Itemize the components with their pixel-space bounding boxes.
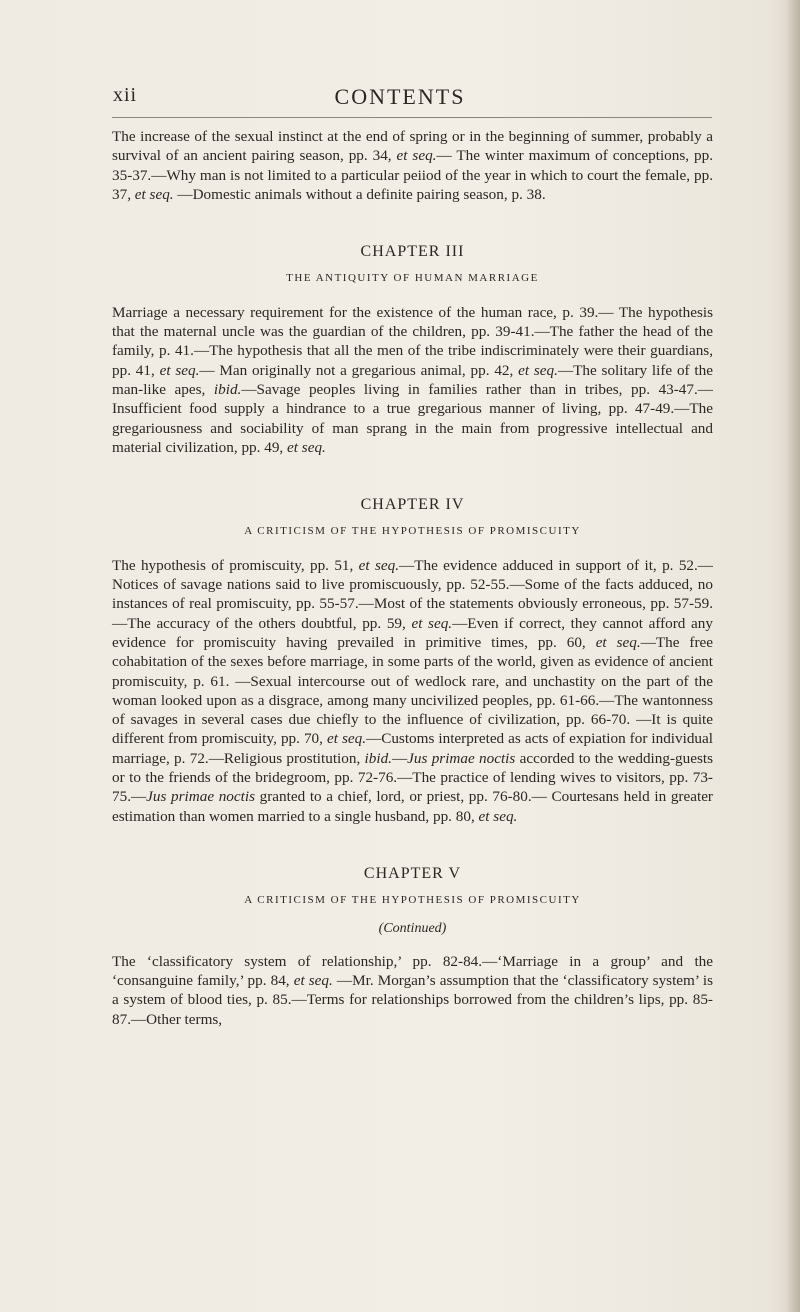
chapter-summary: Marriage a necessary requirement for the existence of the human race, p. 39.— The hypothesis that the maternal uncle was the guardian of the children, pp. 39-41.—The father the head of the family, p. 41.—The hypothesis that all the men of the tribe indiscriminately were their guardians, pp. 41, et seq.— Man originally not a gregarious animal, pp. 42, et seq.—The solitary life of the man-like apes, ibid.—Savage peoples living in families rather than in tribes, pp. 43-47.—Insufficient food supply a hindrance to a true gregarious manner of living, pp. 47-49.—The gregariousness and sociability of man sprang in the main from progressive intellectual and material civilization, pp. 49, et seq.: [112, 303, 713, 456]
header-rule: [112, 117, 712, 118]
chapter-summary: The hypothesis of promiscuity, pp. 51, et seq.—The evidence adduced in support of it, p. 52.—Notices of savage nations said to live promiscuously, pp. 52-55.—Some of the facts adduced, no instances of real promiscuity, pp. 55-57.—Most of the statements obviously erroneous, pp. 57-59.—The accuracy of the others doubtful, pp. 59, et seq.—Even if correct, they cannot afford any evidence for promiscuity having prevailed in primitive times, pp. 60, et seq.—The free cohabitation of the sexes before marriage, in some parts of the world, given as evidence of ancient promiscuity, p. 61. —Sexual intercourse out of wedlock rare, and unchastity on the part of the woman looked upon as a disgrace, among many uncivilized peoples, pp. 61-66.—The wantonness of savages in several cases due chiefly to the influence of civilization, pp. 66-70. —It is quite different from promiscuity, pp. 70, et seq.—Customs interpreted as acts of expiation for individual marriage, p. 72.—Religious prostitution, ibid.—Jus primae noctis accorded to the wedding-guests or to the friends of the bridegroom, pp. 72-76.—The practice of lending wives to visitors, pp. 73-75.—Jus primae noctis granted to a chief, lord, or priest, pp. 76-80.— Courtesans held in greater estimation than women married to a single husband, pp. 80, et seq.: [112, 556, 713, 825]
page-edge-shadow: [786, 0, 800, 1312]
page-header: [0, 84, 800, 124]
chapter-v: [112, 864, 713, 1029]
contents-body: [112, 127, 713, 1029]
chapter-summary: The ‘classificatory system of relationship,’ pp. 82-84.—‘Marriage in a group’ and the ‘consanguine family,’ pp. 84, et seq. —Mr. Morgan’s assumption that the ‘classificatory system’ is a system of blood ties, p. 85.—Terms for relationships borrowed from the children’s lips, pp. 85-87.—Other terms,: [112, 952, 713, 1028]
page-number: xii: [113, 84, 138, 106]
chapter-note: (Continued): [378, 920, 447, 936]
chapter-subtitle: A CRITICISM OF THE HYPOTHESIS OF PROMISCUITY: [244, 525, 581, 538]
chapter-title: CHAPTER III: [360, 243, 465, 261]
chapter-iv: [112, 495, 713, 826]
chapter-title: CHAPTER V: [363, 864, 462, 882]
running-title: CONTENTS: [334, 84, 466, 109]
chapter-subtitle: THE ANTIQUITY OF HUMAN MARRIAGE: [286, 272, 539, 285]
chapter-title: CHAPTER IV: [360, 496, 465, 514]
chapter-iii: [112, 242, 713, 457]
chapter-subtitle: A CRITICISM OF THE HYPOTHESIS OF PROMISCUITY: [244, 894, 581, 907]
intro-paragraph: The increase of the sexual instinct at the end of spring or in the beginning of summer, probably a survival of an ancient pairing season, pp. 34, et seq.— The winter maximum of conceptions, pp. 35-37.—Why man is not limited to a particular peiiod of the year in which to court the female, pp. 37, et seq. —Domestic animals without a definite pairing season, p. 38.: [112, 128, 713, 203]
